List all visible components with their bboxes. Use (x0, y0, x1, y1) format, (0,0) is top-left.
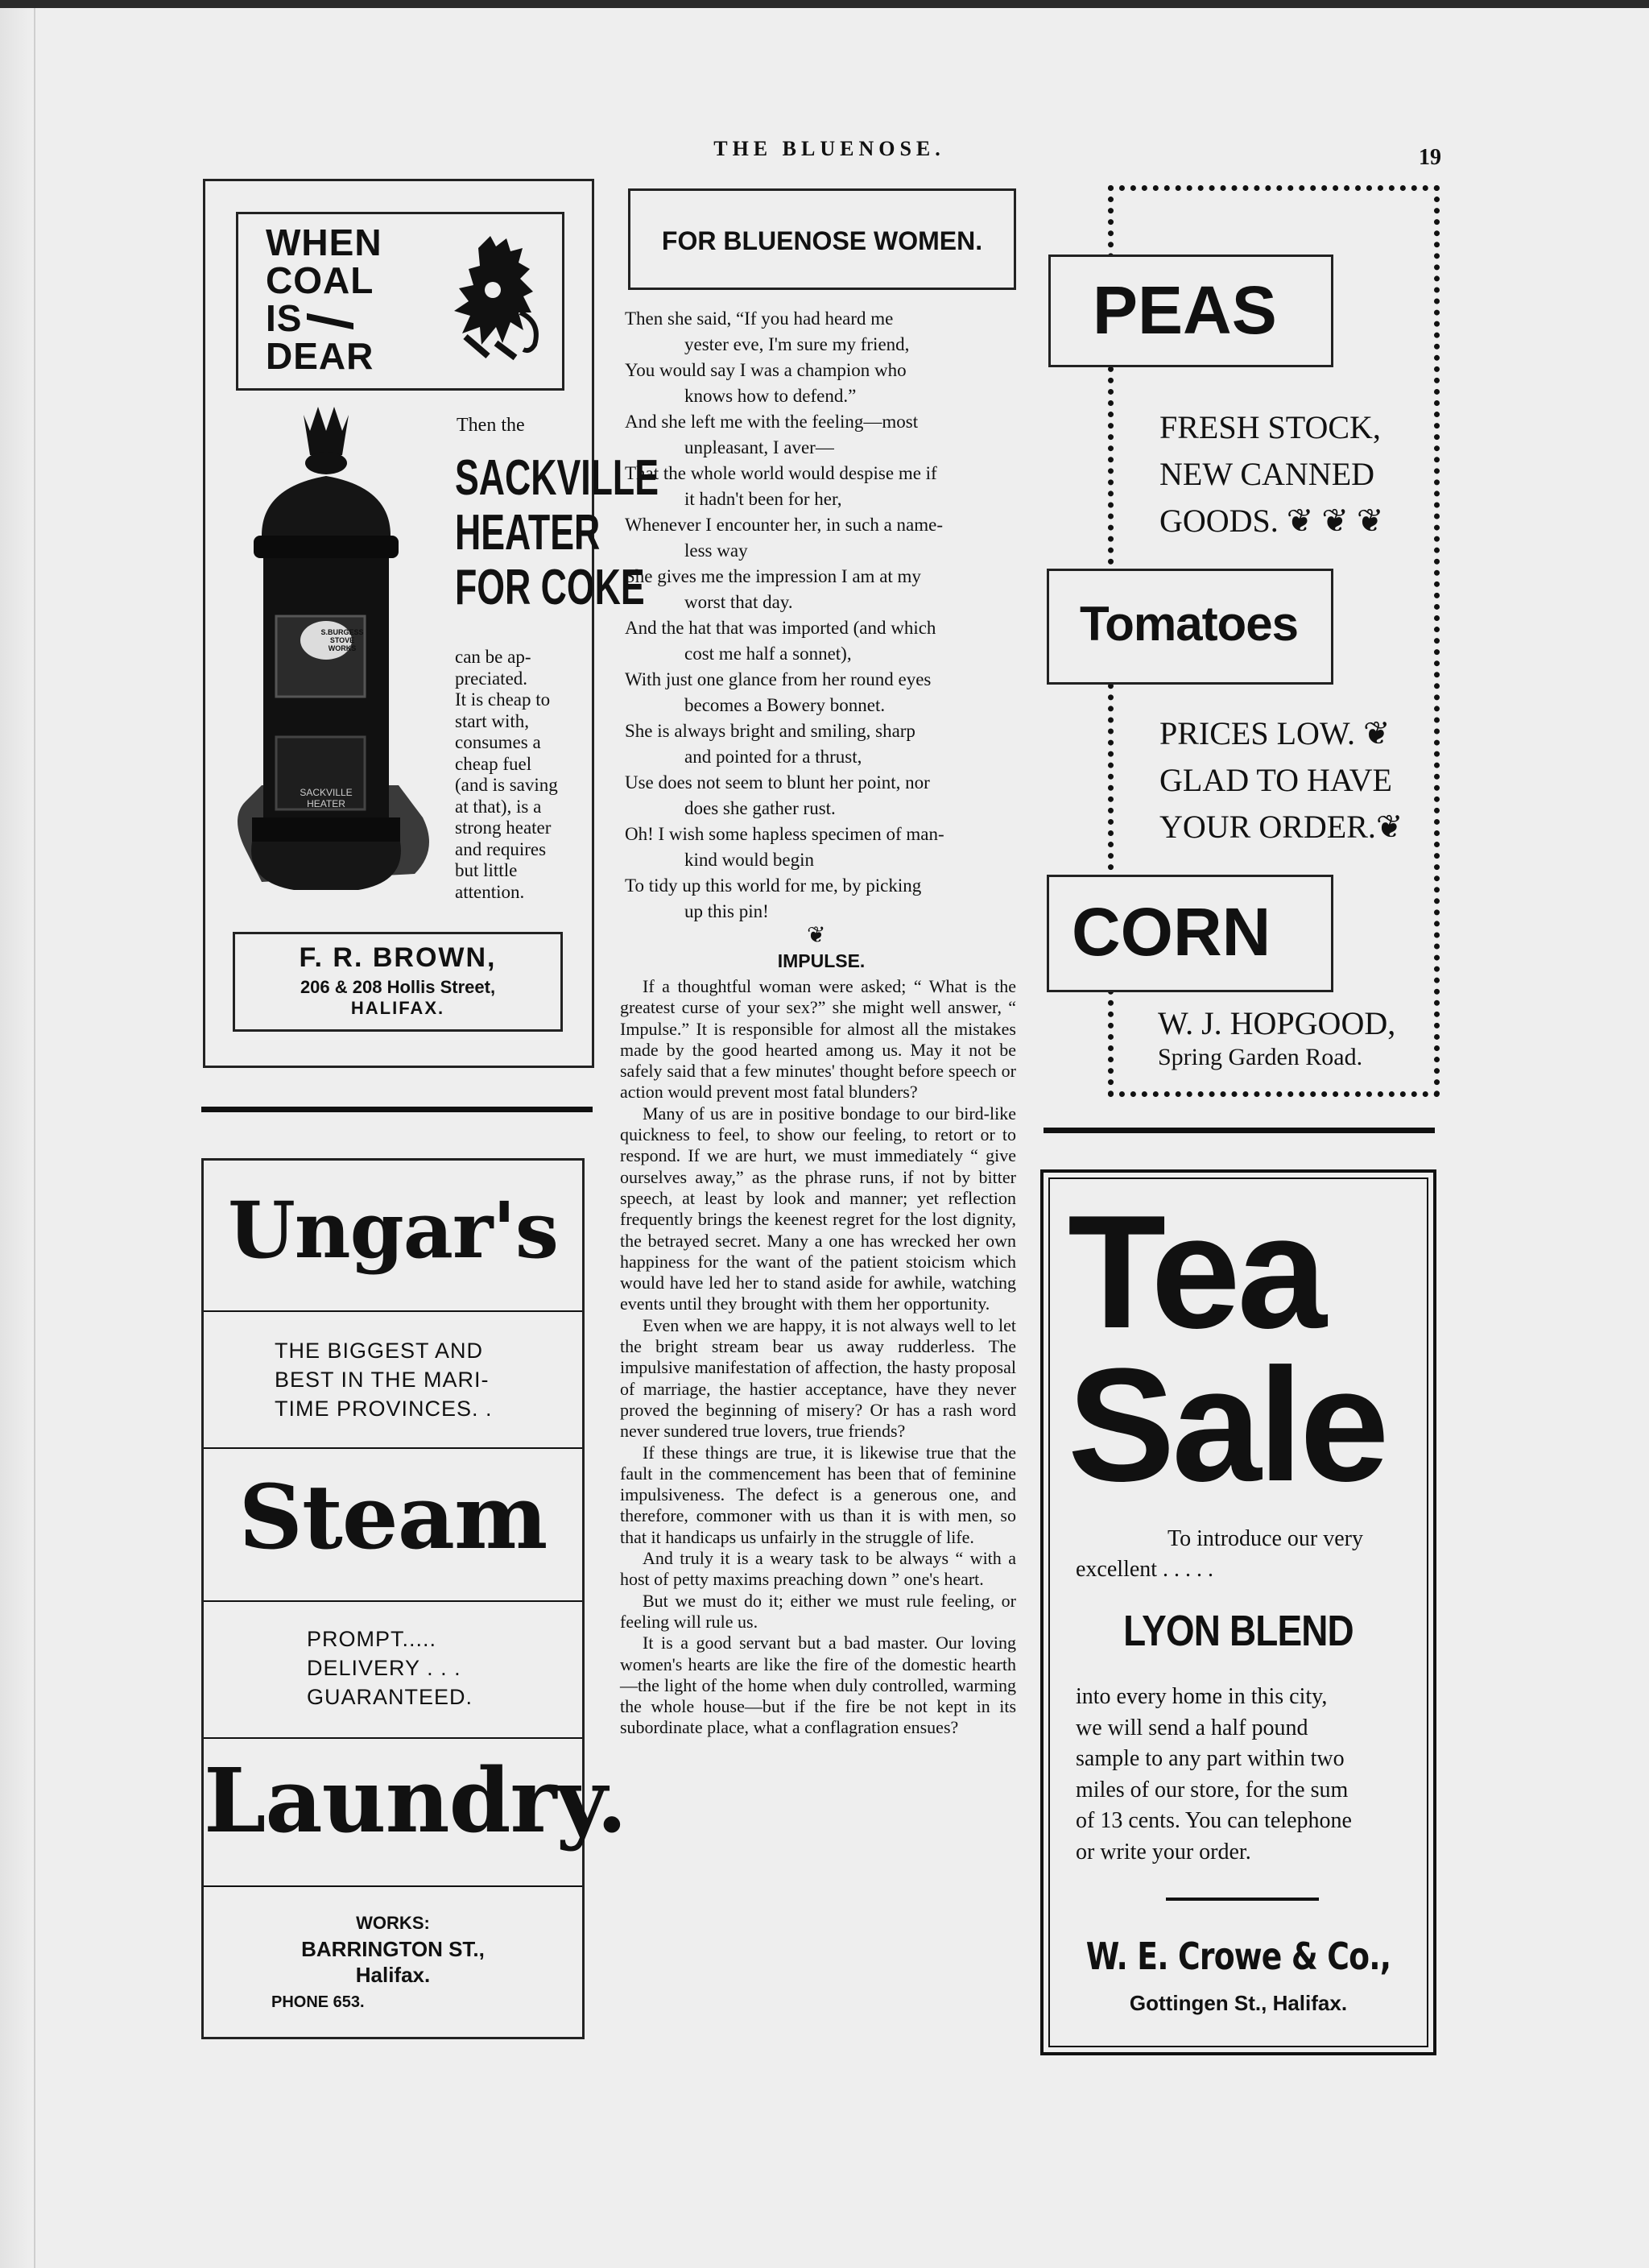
ad-line (1159, 710, 1403, 757)
tagline-line: TIME PROVINCES. . (275, 1397, 493, 1421)
poem-text: To tidy up this world for me, by picking (625, 875, 922, 896)
offer-line: of 13 cents. You can telephone (1076, 1808, 1352, 1833)
hopgood-address: Spring Garden Road. (1158, 1044, 1363, 1070)
poem-stanza-line (625, 306, 1019, 358)
section-divider (204, 1447, 582, 1449)
poem-text: Whenever I encounter her, in such a name- (625, 515, 943, 535)
ad-line: NEW CANNED (1159, 456, 1375, 492)
poem-stanza-line (625, 461, 1019, 512)
desc-line: can be ap- (455, 647, 531, 667)
masthead-title: THE BLUENOSE. (713, 137, 945, 160)
poem-text: Use does not seem to blunt her point, nor (625, 772, 930, 793)
crowe-address: Gottingen St., Halifax. (1129, 1991, 1348, 2015)
steam-word: Steam (238, 1465, 548, 1569)
offer-line: into every home in this city, (1076, 1684, 1328, 1709)
desc-line: It is cheap to (455, 689, 551, 710)
article-subheading: IMPULSE. (777, 950, 866, 971)
poem-text: Then she said, “If you had heard me (625, 308, 894, 329)
tea-headline: Tea (1068, 1182, 1324, 1362)
laundry-word: Laundry. (204, 1749, 627, 1852)
badge-line: S.BURGESS (320, 628, 364, 636)
desc-line: (and is saving (455, 775, 558, 795)
sackville-heater-illustration (213, 399, 447, 906)
poem-text: it hadn't been for her, (684, 489, 842, 509)
poem-stanza-line (625, 770, 1019, 822)
desc-line: strong heater (455, 817, 552, 838)
fleuron-icon: ❦ (1375, 809, 1403, 845)
fleuron-ornament: ❦ (807, 923, 826, 948)
poem (625, 306, 1019, 925)
sale-headline: Sale (1068, 1335, 1387, 1515)
poem-text: and pointed for a thrust, (684, 747, 862, 767)
ungar-tagline (275, 1336, 493, 1423)
promise-line: GUARANTEED. (307, 1685, 473, 1709)
desc-line: preciated. (455, 668, 528, 689)
coal-headline-box (236, 212, 564, 391)
poem-text: You would say I was a champion who (625, 360, 907, 380)
plate-line: HEATER (307, 798, 345, 809)
desc-line: consumes a (455, 732, 541, 752)
article-body (620, 976, 1016, 1739)
article-paragraph: If a thoughtful woman were asked; “ What is the greatest curse of your sex?” she might well answer, “ Impulse.” It is responsible for almost all the mistakes made by the good hearted among us. May it not be safely said that a few minutes' thought before speech or action would prevent most fatal blunders? (620, 976, 1016, 1103)
ungar-name: Ungar's (228, 1185, 558, 1276)
poem-text: With just one glance from her round eyes (625, 669, 932, 689)
intro-line: To introduce our very (1168, 1526, 1363, 1551)
poem-text: And the hat that was imported (and which (625, 618, 936, 638)
tomatoes-label-box (1047, 569, 1333, 685)
ad-line (1159, 498, 1383, 544)
tomatoes-label: Tomatoes (1080, 597, 1298, 651)
ungar-phone: PHONE 653. (271, 1993, 365, 2011)
poem-text: becomes a Bowery bonnet. (684, 695, 886, 715)
newspaper-page (0, 8, 1649, 2268)
section-divider (204, 1737, 582, 1739)
offer-line: we will send a half pound (1076, 1715, 1308, 1740)
article-paragraph: It is a good servant but a bad master. Our loving women's hearts are like the fire of the domestic hearth—the light of the home when duly controlled, warming the whole house—but if the fire be not kept in its subordinate place, what a conflagration ensues? (620, 1633, 1016, 1738)
headline-word: IS (266, 297, 303, 339)
headline-line: COAL (266, 259, 374, 301)
product-line: HEATER (455, 505, 601, 561)
peas-text (1159, 404, 1383, 544)
rampant-lion-icon (446, 232, 549, 361)
poem-text: unpleasant, I aver— (684, 437, 834, 457)
stove-plate (284, 787, 368, 809)
poem-text: less way (684, 540, 748, 561)
tagline-line: BEST IN THE MARI- (275, 1368, 490, 1392)
corn-label-box (1047, 875, 1333, 992)
brown-heater-ad (203, 179, 659, 1068)
article-paragraph: And truly it is a weary task to be always “ with a host of petty maxims preaching down ” one's heart. (620, 1548, 1016, 1590)
poem-text: She gives me the impression I am at my (625, 566, 921, 586)
ad-line (1159, 804, 1403, 850)
column-rule (1044, 1128, 1435, 1133)
product-line: FOR COKE (455, 560, 645, 615)
ad-text: PRICES LOW. (1159, 715, 1356, 751)
firm-address: 206 & 208 Hollis Street, (300, 977, 496, 997)
badge-line: WORKS (328, 644, 357, 652)
hopgood-firm: W. J. HOPGOOD, (1158, 1005, 1396, 1041)
desc-line: at that), is a (455, 796, 542, 817)
desc-line: and requires (455, 838, 547, 859)
headline-line: WHEN (266, 221, 382, 263)
section-divider (204, 1600, 582, 1602)
firm-name: F. R. BROWN, (299, 942, 497, 973)
fleuron-icon: ❦ (1321, 503, 1349, 539)
crowe-intro (1076, 1524, 1414, 1585)
desc-line: cheap fuel (455, 753, 532, 774)
page-number: 19 (1419, 145, 1441, 170)
promise-line: PROMPT..... (307, 1627, 437, 1651)
poem-text: And she left me with the feeling—most (625, 412, 919, 432)
fleuron-icon: ❦ (1286, 503, 1314, 539)
fleuron-icon: ❦ (1363, 715, 1391, 751)
ad-text: GOODS. (1159, 503, 1279, 539)
section-divider (204, 1885, 582, 1887)
poem-stanza-line (625, 358, 1019, 409)
heater-intro: Then the (457, 415, 525, 436)
lyon-blend: LYON BLEND (1123, 1607, 1354, 1655)
column-rule (201, 1107, 593, 1112)
headline-line: DEAR (266, 335, 374, 377)
desc-line: start with, (455, 710, 529, 731)
works-label: WORKS: (356, 1913, 430, 1933)
corn-label: CORN (1072, 894, 1271, 970)
section-divider (204, 1310, 582, 1312)
brown-address-box (233, 932, 563, 1032)
article-paragraph: If these things are true, it is likewise true that the fault in the commencement has been that of feminine impulsiveness. The defect is a generous one, and therefore, commoner with us than it is with men, so that it handicaps us unfairly in the struggle of life. (620, 1442, 1016, 1547)
offer-line: or write your order. (1076, 1839, 1251, 1864)
article-paragraph: But we must do it; either we must rule feeling, or feeling will rule us. (620, 1590, 1016, 1632)
poem-text: Oh! I wish some hapless specimen of man- (625, 824, 944, 844)
article-heading: FOR BLUENOSE WOMEN. (661, 226, 983, 255)
crowe-tea-ad (1040, 1169, 1436, 2055)
tagline-line: THE BIGGEST AND (275, 1339, 484, 1363)
poem-text: up this pin! (684, 901, 769, 921)
offer-line: sample to any part within two (1076, 1746, 1345, 1771)
poem-text: She is always bright and smiling, sharp (625, 721, 915, 741)
crowe-firm: W. E. Crowe & Co., (1085, 1935, 1391, 1978)
poem-stanza-line (625, 667, 1019, 718)
coal-headline (266, 221, 382, 377)
ad-line: GLAD TO HAVE (1159, 762, 1392, 798)
peas-label-box (1048, 255, 1333, 367)
poem-stanza-line (625, 512, 1019, 564)
ungar-laundry-ad (201, 1158, 627, 2039)
crowe-offer (1076, 1682, 1411, 1868)
product-line: SACKVILLE (455, 450, 659, 506)
promise-line: DELIVERY . . . (307, 1656, 461, 1680)
fleuron-icon: ❦ (1356, 503, 1384, 539)
desc-line: but little (455, 860, 518, 880)
headline-line (266, 297, 382, 339)
ungar-promise (307, 1624, 473, 1711)
peas-label: PEAS (1093, 272, 1277, 348)
ungar-street: BARRINGTON ST., (301, 1937, 485, 1961)
stove-badge (310, 628, 374, 652)
page-binding-fold (0, 8, 35, 2268)
intro-line: excellent . . . . . (1076, 1557, 1214, 1582)
poem-stanza-line (625, 564, 1019, 615)
poem-stanza-line (625, 822, 1019, 873)
short-rule (1166, 1898, 1319, 1901)
plate-line: SACKVILLE (300, 787, 353, 798)
offer-line: miles of our store, for the sum (1076, 1777, 1349, 1802)
tomatoes-text (1159, 710, 1403, 850)
article-paragraph: Even when we are happy, it is not always well to let the bright stream bear us away rudderless. The impulsive manifestation of affection, the hasty proposal of marriage, the hastier acceptance, have they never proved the beginning of misery? Or has a rash word never sundered true lovers, true friends? (620, 1314, 1016, 1442)
poem-text: kind would begin (684, 850, 814, 870)
poem-text: yester eve, I'm sure my friend, (684, 334, 910, 354)
poem-stanza-line (625, 873, 1019, 925)
poem-stanza-line (625, 718, 1019, 770)
badge-line: STOVE (329, 636, 355, 644)
article-paragraph: Many of us are in positive bondage to our bird-like quickness to feel, to show our feeling, to retort or to respond. If we are hurt, we must immediately “ give ourselves away,” as the phrase runs, if not by bitter speech, at least by look and manner; yet reflection frequently brings the keenest regret for the lost dignity, the betrayed secret. Many a one has wrecked her own happiness for the want of the patient stoicism which would have led her to stand aside for awhile, watching events until they brought with them her opportunity. (620, 1103, 1016, 1314)
poem-text: does she gather rust. (684, 798, 836, 818)
firm-city: HALIFAX. (350, 998, 445, 1018)
poem-text: worst that day. (684, 592, 793, 612)
poem-stanza-line (625, 409, 1019, 461)
poem-stanza-line (625, 615, 1019, 667)
ungar-city: Halifax. (355, 1963, 431, 1987)
desc-line: attention. (455, 881, 525, 902)
ad-line: FRESH STOCK, (1159, 409, 1381, 445)
article-heading-box (628, 188, 1016, 290)
poem-text: knows how to defend.” (684, 386, 857, 406)
poem-text: cost me half a sonnet), (684, 644, 852, 664)
poem-text: That the whole world would despise me if (625, 463, 937, 483)
ad-text: YOUR ORDER. (1159, 809, 1376, 845)
heater-description (455, 647, 592, 903)
